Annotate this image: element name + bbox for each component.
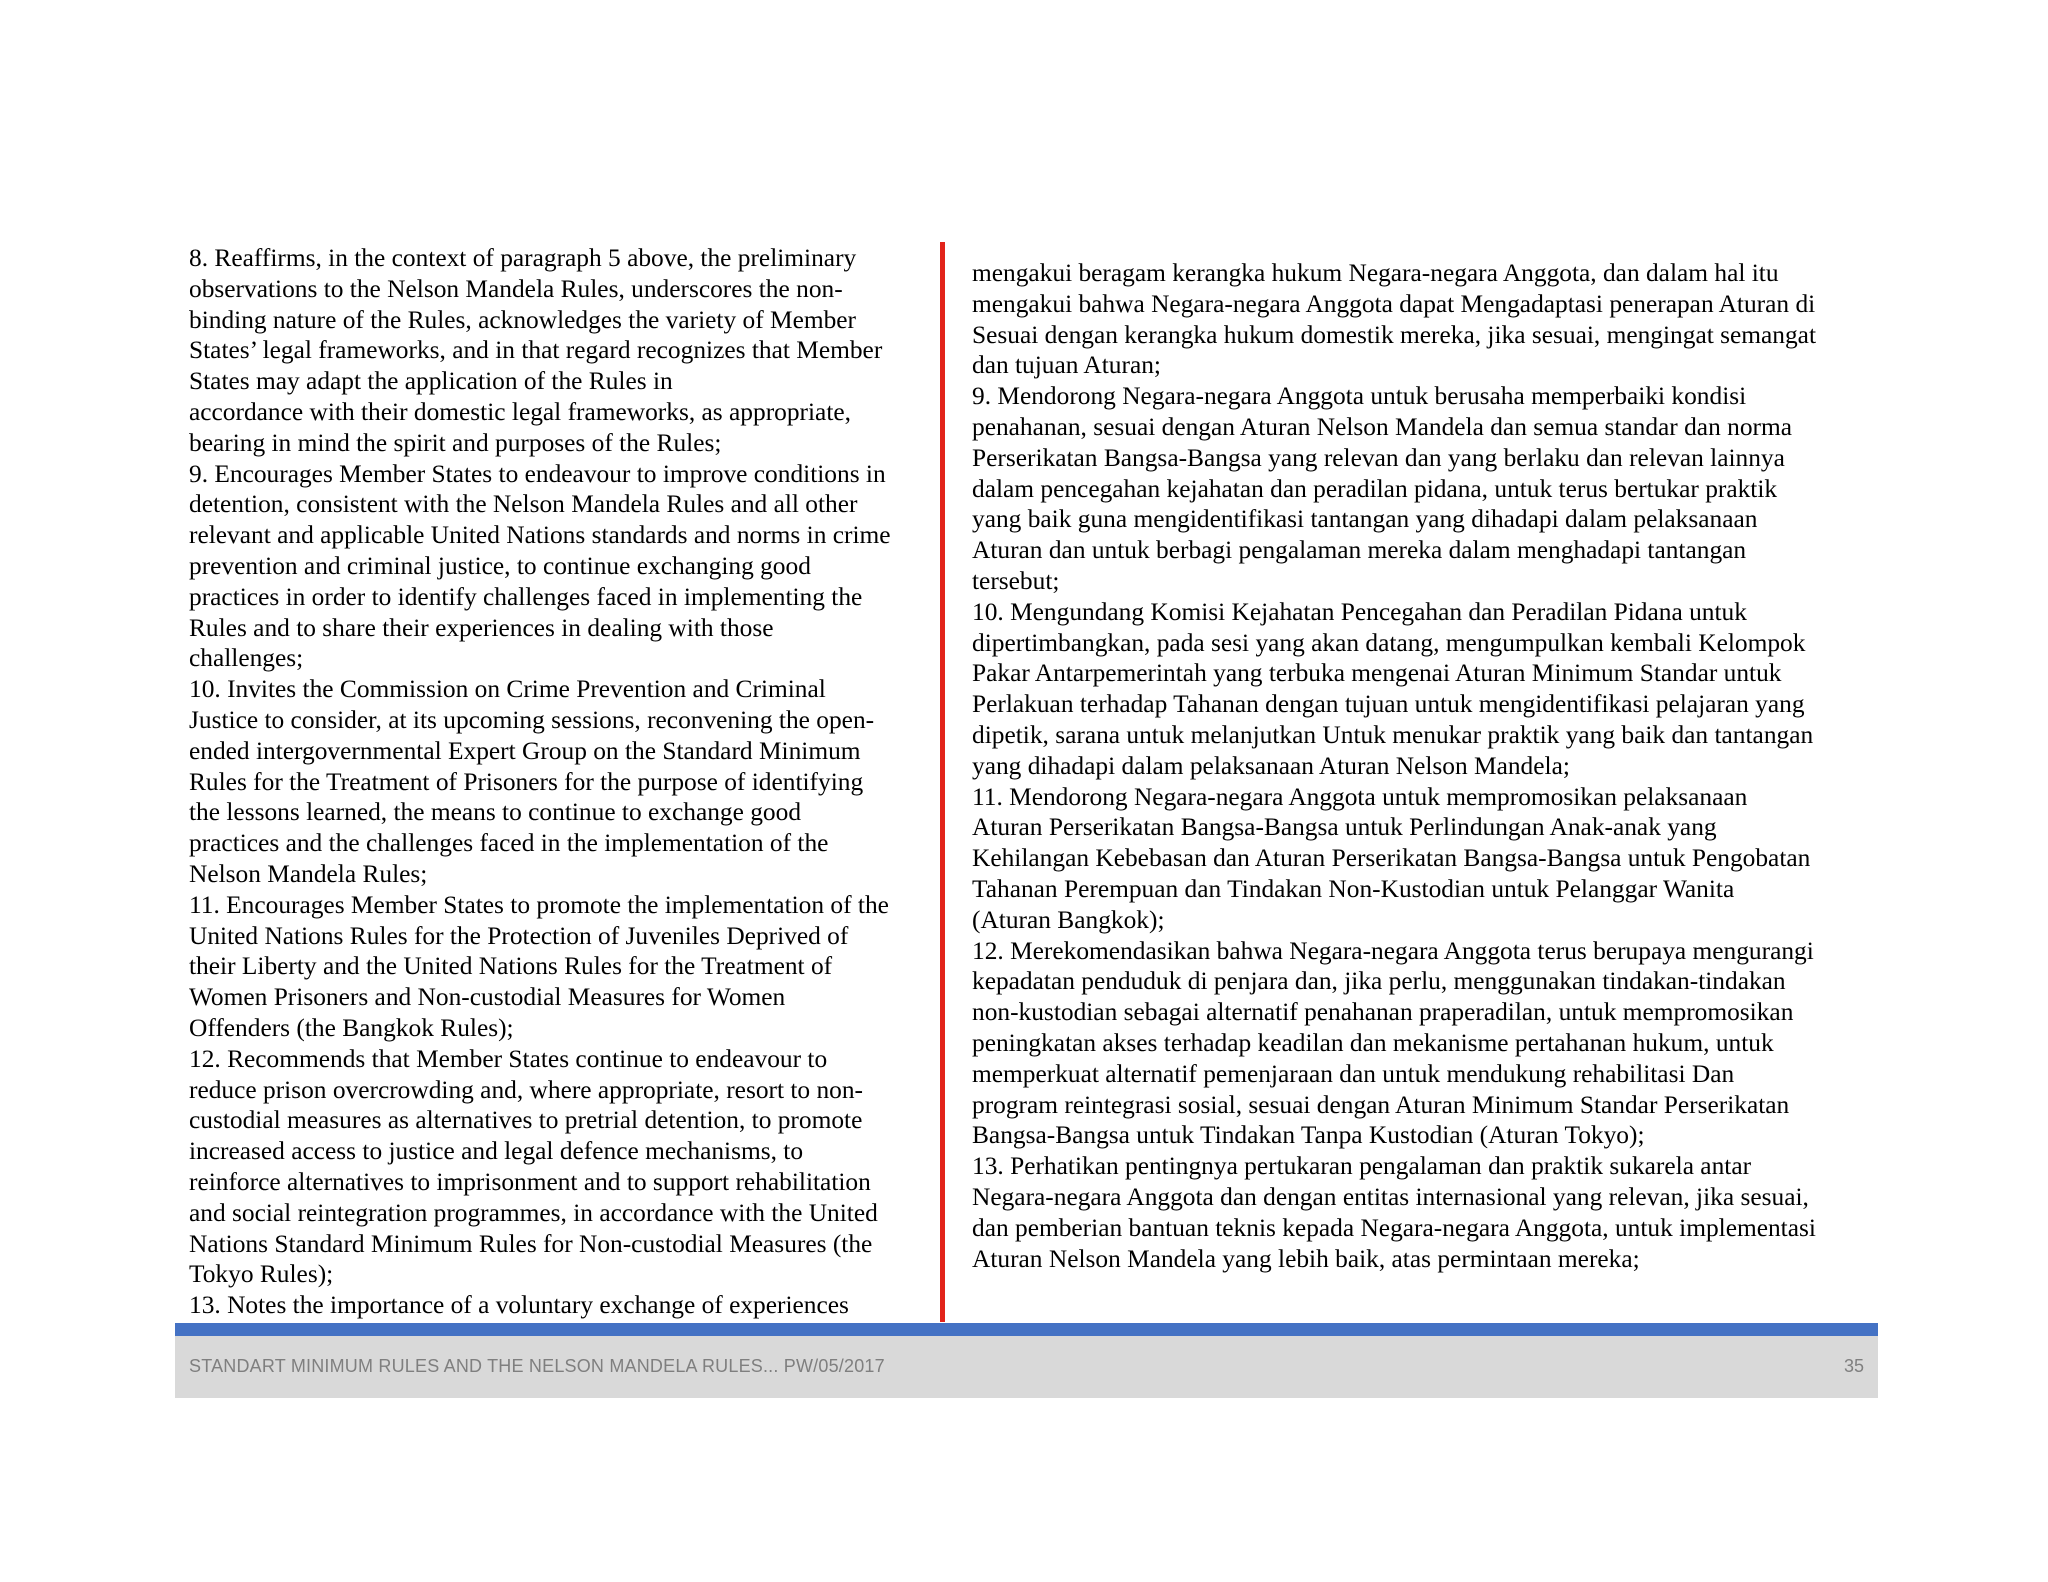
indonesian-text-line: peningkatan akses terhadap keadilan dan mekanisme pertahanan hukum, untuk bbox=[972, 1028, 1774, 1057]
indonesian-text-line: mengakui bahwa Negara-negara Anggota dapat Mengadaptasi penerapan Aturan di bbox=[972, 289, 1816, 318]
indonesian-text-line: program reintegrasi sosial, sesuai dengan Aturan Minimum Standar Perserikatan bbox=[972, 1090, 1790, 1119]
indonesian-text-line: 9. Mendorong Negara-negara Anggota untuk berusaha memperbaiki kondisi bbox=[972, 382, 1747, 411]
english-text-line: observations to the Nelson Mandela Rules, underscores the non- bbox=[189, 274, 843, 303]
english-text-line: ended intergovernmental Expert Group on the Standard Minimum bbox=[189, 736, 861, 765]
english-text-line: practices in order to identify challenges faced in implementing the bbox=[189, 582, 863, 611]
english-text-line: detention, consistent with the Nelson Mandela Rules and all other bbox=[189, 490, 858, 519]
english-text-line: States’ legal frameworks, and in that regard recognizes that Member bbox=[189, 336, 883, 365]
indonesian-text-line: Perlakuan terhadap Tahanan dengan tujuan untuk mengidentifikasi pelajaran yang bbox=[972, 690, 1805, 719]
indonesian-text-line: Aturan Perserikatan Bangsa-Bangsa untuk Perlindungan Anak-anak yang bbox=[972, 813, 1717, 842]
indonesian-text-line: Bangsa-Bangsa untuk Tindakan Tanpa Kustodian (Aturan Tokyo); bbox=[972, 1121, 1645, 1150]
indonesian-text-line: Sesuai dengan kerangka hukum domestik mereka, jika sesuai, mengingat semangat bbox=[972, 320, 1817, 349]
indonesian-text-line: kepadatan penduduk di penjara dan, jika perlu, menggunakan tindakan-tindakan bbox=[972, 967, 1786, 996]
indonesian-text-line: memperkuat alternatif pemenjaraan dan untuk mendukung rehabilitasi Dan bbox=[972, 1059, 1735, 1088]
english-text-line: Offenders (the Bangkok Rules); bbox=[189, 1013, 514, 1042]
footer-accent-bar bbox=[175, 1323, 1878, 1336]
indonesian-text-line: dipertimbangkan, pada sesi yang akan datang, mengumpulkan kembali Kelompok bbox=[972, 628, 1806, 657]
indonesian-text-line: Kehilangan Kebebasan dan Aturan Perserikatan Bangsa-Bangsa untuk Pengobatan bbox=[972, 844, 1811, 873]
indonesian-text-line: 10. Mengundang Komisi Kejahatan Pencegahan dan Peradilan Pidana untuk bbox=[972, 597, 1747, 626]
english-text-line: Nations Standard Minimum Rules for Non-custodial Measures (the bbox=[189, 1229, 873, 1258]
indonesian-text-line: 13. Perhatikan pentingnya pertukaran pengalaman dan praktik sukarela antar bbox=[972, 1152, 1752, 1181]
english-text-line: custodial measures as alternatives to pretrial detention, to promote bbox=[189, 1106, 863, 1135]
indonesian-text-line: yang baik guna mengidentifikasi tantangan yang dihadapi dalam pelaksanaan bbox=[972, 505, 1758, 534]
english-text-column bbox=[189, 243, 941, 1321]
english-text-line: 10. Invites the Commission on Crime Prevention and Criminal bbox=[189, 675, 826, 704]
english-text-line: prevention and criminal justice, to continue exchanging good bbox=[189, 551, 811, 580]
page-number: 35 bbox=[1843, 1356, 1864, 1376]
indonesian-text-line: penahanan, sesuai dengan Aturan Nelson Mandela dan semua standar dan norma bbox=[972, 412, 1792, 441]
indonesian-text-line: dalam pencegahan kejahatan dan peradilan pidana, untuk terus bertukar praktik bbox=[972, 474, 1778, 503]
indonesian-text-line: Pakar Antarpemerintah yang terbuka mengenai Aturan Minimum Standar untuk bbox=[972, 659, 1782, 688]
english-text-line: reduce prison overcrowding and, where appropriate, resort to non- bbox=[189, 1075, 864, 1104]
indonesian-text-line: Tahanan Perempuan dan Tindakan Non-Kustodian untuk Pelanggar Wanita bbox=[972, 874, 1735, 903]
english-text-line: 8. Reaffirms, in the context of paragraph 5 above, the preliminary bbox=[189, 244, 857, 272]
indonesian-text-line: dan pemberian bantuan teknis kepada Negara-negara Anggota, untuk implementasi bbox=[972, 1213, 1816, 1242]
english-text-line: relevant and applicable United Nations standards and norms in crime bbox=[189, 521, 891, 550]
english-text-line: 13. Notes the importance of a voluntary exchange of experiences bbox=[189, 1291, 849, 1320]
indonesian-text-line: Aturan dan untuk berbagi pengalaman mereka dalam menghadapi tantangan bbox=[972, 536, 1747, 565]
indonesian-text-line: mengakui beragam kerangka hukum Negara-negara Anggota, dan dalam hal itu bbox=[972, 259, 1779, 287]
indonesian-text-line: (Aturan Bangkok); bbox=[972, 905, 1165, 934]
english-text-line: increased access to justice and legal defence mechanisms, to bbox=[189, 1137, 804, 1166]
english-text-line: reinforce alternatives to imprisonment and to support rehabilitation bbox=[189, 1167, 871, 1196]
english-text-line: Tokyo Rules); bbox=[189, 1260, 334, 1289]
english-text-line: 12. Recommends that Member States continue to endeavour to bbox=[189, 1044, 828, 1073]
indonesian-text-line: dipetik, sarana untuk melanjutkan Untuk menukar praktik yang baik dan tantangan bbox=[972, 720, 1814, 749]
english-text-line: Nelson Mandela Rules; bbox=[189, 859, 428, 888]
page-footer bbox=[175, 1336, 1878, 1398]
footer-title: STANDART MINIMUM RULES AND THE NELSON MANDELA RULES... PW/05/2017 bbox=[189, 1356, 885, 1376]
indonesian-text-line: yang dihadapi dalam pelaksanaan Aturan Nelson Mandela; bbox=[972, 751, 1570, 780]
column-divider bbox=[940, 242, 945, 1322]
indonesian-text-line: Aturan Nelson Mandela yang lebih baik, atas permintaan mereka; bbox=[972, 1244, 1640, 1273]
english-text-line: States may adapt the application of the Rules in bbox=[189, 367, 673, 396]
indonesian-text-line: Perserikatan Bangsa-Bangsa yang relevan dan yang berlaku dan relevan lainnya bbox=[972, 443, 1785, 472]
english-text-line: 11. Encourages Member States to promote the implementation of the bbox=[189, 890, 889, 919]
english-text-line: their Liberty and the United Nations Rules for the Treatment of bbox=[189, 952, 833, 981]
indonesian-text-line: 12. Merekomendasikan bahwa Negara-negara Anggota terus berupaya mengurangi bbox=[972, 936, 1814, 965]
indonesian-text-column bbox=[972, 258, 1872, 1274]
english-text-line: Justice to consider, at its upcoming sessions, reconvening the open- bbox=[189, 705, 875, 734]
english-text-line: Rules and to share their experiences in dealing with those bbox=[189, 613, 774, 642]
english-text-line: Women Prisoners and Non-custodial Measures for Women bbox=[189, 983, 786, 1012]
english-text-line: practices and the challenges faced in the implementation of the bbox=[189, 829, 829, 858]
english-text-line: binding nature of the Rules, acknowledges the variety of Member bbox=[189, 305, 857, 334]
english-text-line: 9. Encourages Member States to endeavour to improve conditions in bbox=[189, 459, 886, 488]
indonesian-text-line: Negara-negara Anggota dan dengan entitas internasional yang relevan, jika sesuai, bbox=[972, 1182, 1809, 1211]
indonesian-text-line: tersebut; bbox=[972, 566, 1060, 595]
english-text-line: and social reintegration programmes, in accordance with the United bbox=[189, 1198, 878, 1227]
indonesian-text-line: dan tujuan Aturan; bbox=[972, 351, 1161, 380]
indonesian-text-line: non-kustodian sebagai alternatif penahanan praperadilan, untuk mempromosikan bbox=[972, 998, 1794, 1027]
english-text-line: bearing in mind the spirit and purposes of the Rules; bbox=[189, 428, 722, 457]
english-text-line: accordance with their domestic legal frameworks, as appropriate, bbox=[189, 397, 851, 426]
english-text-line: United Nations Rules for the Protection of Juveniles Deprived of bbox=[189, 921, 849, 950]
english-text-line: challenges; bbox=[189, 644, 304, 673]
indonesian-text-line: 11. Mendorong Negara-negara Anggota untuk mempromosikan pelaksanaan bbox=[972, 782, 1748, 811]
english-text-line: Rules for the Treatment of Prisoners for the purpose of identifying bbox=[189, 767, 864, 796]
english-text-line: the lessons learned, the means to continue to exchange good bbox=[189, 798, 802, 827]
